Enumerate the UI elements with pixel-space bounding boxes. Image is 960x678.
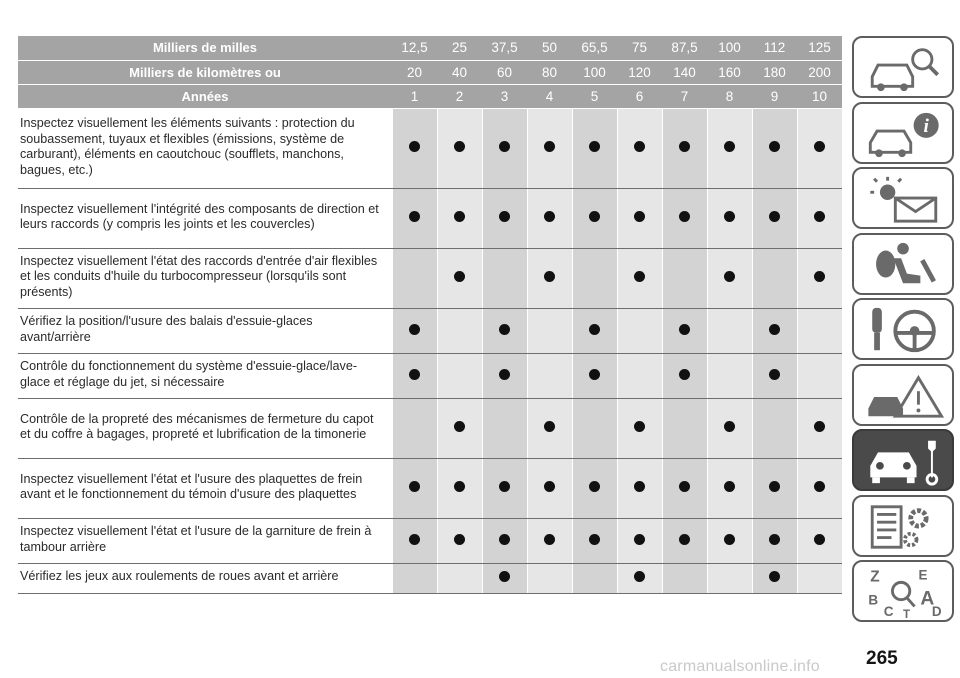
- interval-cell: [482, 398, 527, 458]
- interval-cell: [662, 458, 707, 518]
- service-required-dot-icon: [634, 271, 645, 282]
- interval-cell: [572, 518, 617, 563]
- interval-cell: [752, 188, 797, 248]
- header-km-value: 40: [437, 60, 482, 84]
- service-required-dot-icon: [409, 534, 420, 545]
- header-row-miles: [18, 36, 842, 60]
- interval-cell: [707, 353, 752, 398]
- service-required-dot-icon: [634, 421, 645, 432]
- chapter-tab[interactable]: [852, 560, 954, 622]
- service-required-dot-icon: [679, 481, 690, 492]
- service-required-dot-icon: [589, 534, 600, 545]
- task-description: Contrôle de la propreté des mécanismes de fermeture du capot et du coffre à bagages, propreté et lubrification de la timonerie: [18, 398, 392, 458]
- interval-cell: [437, 458, 482, 518]
- header-miles-value: 50: [527, 36, 572, 60]
- service-required-dot-icon: [679, 324, 690, 335]
- task-description: Inspectez visuellement l'état des raccords d'entrée d'air flexibles et les conduits d'huile du turbocompresseur (lorsqu'ils sont présents): [18, 248, 392, 308]
- table-body: [18, 108, 842, 593]
- interval-cell: [482, 248, 527, 308]
- interval-cell: [392, 458, 437, 518]
- interval-cell: [707, 518, 752, 563]
- task-description: Vérifiez la position/l'usure des balais d'essuie-glaces avant/arrière: [18, 308, 392, 353]
- service-required-dot-icon: [769, 571, 780, 582]
- interval-cell: [572, 308, 617, 353]
- task-description: Inspectez visuellement les éléments suivants : protection du soubassement, tuyaux et flexibles (émissions, système de carburant), éléments en caoutchouc (soufflets, manchons, bagues, etc.): [18, 108, 392, 188]
- interval-cell: [797, 108, 842, 188]
- service-required-dot-icon: [544, 141, 555, 152]
- service-required-dot-icon: [499, 571, 510, 582]
- header-miles-value: 25: [437, 36, 482, 60]
- interval-cell: [617, 398, 662, 458]
- interval-cell: [752, 563, 797, 593]
- header-miles-value: 65,5: [572, 36, 617, 60]
- header-miles-value: 100: [707, 36, 752, 60]
- interval-cell: [482, 188, 527, 248]
- service-required-dot-icon: [679, 141, 690, 152]
- interval-cell: [482, 518, 527, 563]
- interval-cell: [662, 518, 707, 563]
- service-required-dot-icon: [454, 271, 465, 282]
- interval-cell: [572, 458, 617, 518]
- table-row: [18, 308, 842, 353]
- interval-cell: [797, 353, 842, 398]
- service-required-dot-icon: [634, 571, 645, 582]
- service-required-dot-icon: [589, 141, 600, 152]
- interval-cell: [527, 563, 572, 593]
- header-km-value: 180: [752, 60, 797, 84]
- chapter-tab[interactable]: [852, 167, 954, 229]
- table-row: [18, 398, 842, 458]
- header-years-value: 2: [437, 84, 482, 108]
- service-required-dot-icon: [589, 211, 600, 222]
- svg-text:C: C: [883, 604, 894, 618]
- service-required-dot-icon: [634, 141, 645, 152]
- service-required-dot-icon: [814, 421, 825, 432]
- service-required-dot-icon: [679, 534, 690, 545]
- service-required-dot-icon: [814, 211, 825, 222]
- index-search-letters-icon: [860, 566, 948, 618]
- service-required-dot-icon: [634, 211, 645, 222]
- interval-cell: [482, 563, 527, 593]
- specs-list-gears-icon: [860, 501, 948, 553]
- header-km-value: 100: [572, 60, 617, 84]
- interval-cell: [392, 518, 437, 563]
- interval-cell: [662, 308, 707, 353]
- interval-cell: [392, 108, 437, 188]
- interval-cell: [707, 108, 752, 188]
- interval-cell: [572, 398, 617, 458]
- interval-cell: [437, 563, 482, 593]
- interval-cell: [527, 458, 572, 518]
- interval-cell: [617, 248, 662, 308]
- interval-cell: [662, 398, 707, 458]
- service-required-dot-icon: [814, 534, 825, 545]
- interval-cell: [797, 518, 842, 563]
- service-required-dot-icon: [499, 211, 510, 222]
- interval-cell: [392, 248, 437, 308]
- header-km-value: 20: [392, 60, 437, 84]
- service-required-dot-icon: [454, 534, 465, 545]
- header-km-value: 120: [617, 60, 662, 84]
- header-years-value: 8: [707, 84, 752, 108]
- interval-cell: [392, 353, 437, 398]
- service-required-dot-icon: [589, 324, 600, 335]
- warning-lights-envelope-icon: [860, 173, 948, 225]
- service-required-dot-icon: [499, 369, 510, 380]
- interval-cell: [752, 248, 797, 308]
- service-required-dot-icon: [634, 534, 645, 545]
- interval-cell: [527, 398, 572, 458]
- header-years-value: 3: [482, 84, 527, 108]
- interval-cell: [797, 398, 842, 458]
- interval-cell: [437, 518, 482, 563]
- service-required-dot-icon: [769, 211, 780, 222]
- service-required-dot-icon: [499, 534, 510, 545]
- header-miles-value: 37,5: [482, 36, 527, 60]
- service-required-dot-icon: [769, 534, 780, 545]
- header-years-value: 9: [752, 84, 797, 108]
- chapter-tab[interactable]: [852, 429, 954, 491]
- chapter-tab[interactable]: [852, 102, 954, 164]
- header-km-value: 200: [797, 60, 842, 84]
- service-required-dot-icon: [724, 271, 735, 282]
- header-km-value: 160: [707, 60, 752, 84]
- interval-cell: [617, 563, 662, 593]
- service-required-dot-icon: [589, 481, 600, 492]
- table-row: [18, 353, 842, 398]
- interval-cell: [527, 108, 572, 188]
- interval-cell: [572, 563, 617, 593]
- interval-cell: [752, 308, 797, 353]
- task-description: Inspectez visuellement l'état et l'usure de la garniture de frein à tambour arrière: [18, 518, 392, 563]
- interval-cell: [662, 188, 707, 248]
- interval-cell: [572, 248, 617, 308]
- interval-cell: [707, 188, 752, 248]
- service-required-dot-icon: [454, 421, 465, 432]
- service-required-dot-icon: [589, 369, 600, 380]
- header-row-years: [18, 84, 842, 108]
- interval-cell: [752, 353, 797, 398]
- interval-cell: [662, 108, 707, 188]
- interval-cell: [797, 563, 842, 593]
- interval-cell: [527, 308, 572, 353]
- interval-cell: [797, 248, 842, 308]
- interval-cell: [437, 353, 482, 398]
- header-years-value: 10: [797, 84, 842, 108]
- service-required-dot-icon: [499, 481, 510, 492]
- header-km-value: 80: [527, 60, 572, 84]
- header-km-value: 140: [662, 60, 707, 84]
- car-wrench-icon: [860, 435, 948, 487]
- interval-cell: [572, 353, 617, 398]
- service-required-dot-icon: [814, 271, 825, 282]
- service-required-dot-icon: [409, 481, 420, 492]
- service-required-dot-icon: [724, 141, 735, 152]
- svg-text:i: i: [923, 115, 929, 137]
- interval-cell: [482, 353, 527, 398]
- interval-cell: [482, 308, 527, 353]
- miles-label: Milliers de milles: [18, 36, 392, 60]
- car-info-icon: [860, 108, 948, 160]
- service-required-dot-icon: [724, 421, 735, 432]
- chapter-tab[interactable]: [852, 298, 954, 360]
- header-row-km: [18, 60, 842, 84]
- interval-cell: [392, 398, 437, 458]
- interval-cell: [752, 398, 797, 458]
- svg-text:Z: Z: [870, 568, 880, 586]
- table-row: [18, 108, 842, 188]
- task-description: Inspectez visuellement l'état et l'usure des plaquettes de frein avant et le fonctionnement du témoin d'usure des plaquettes: [18, 458, 392, 518]
- service-required-dot-icon: [499, 324, 510, 335]
- airbag-passenger-icon: [860, 239, 948, 291]
- maintenance-schedule-table: [18, 36, 842, 594]
- service-required-dot-icon: [454, 141, 465, 152]
- interval-cell: [437, 308, 482, 353]
- service-required-dot-icon: [724, 211, 735, 222]
- header-miles-value: 125: [797, 36, 842, 60]
- service-required-dot-icon: [454, 211, 465, 222]
- service-required-dot-icon: [724, 534, 735, 545]
- interval-cell: [752, 518, 797, 563]
- header-years-value: 1: [392, 84, 437, 108]
- svg-text:A: A: [920, 588, 935, 610]
- interval-cell: [572, 108, 617, 188]
- interval-cell: [437, 398, 482, 458]
- interval-cell: [572, 188, 617, 248]
- interval-cell: [482, 108, 527, 188]
- interval-cell: [617, 458, 662, 518]
- header-km-value: 60: [482, 60, 527, 84]
- task-description: Vérifiez les jeux aux roulements de roues avant et arrière: [18, 563, 392, 593]
- interval-cell: [392, 563, 437, 593]
- header-miles-value: 75: [617, 36, 662, 60]
- interval-cell: [707, 458, 752, 518]
- interval-cell: [707, 563, 752, 593]
- table-row: [18, 563, 842, 593]
- svg-text:D: D: [931, 604, 942, 618]
- interval-cell: [797, 308, 842, 353]
- header-miles-value: 87,5: [662, 36, 707, 60]
- interval-cell: [707, 308, 752, 353]
- car-search-icon: [860, 42, 948, 94]
- interval-cell: [662, 563, 707, 593]
- footer-watermark: carmanualsonline.info: [660, 658, 820, 675]
- table-row: [18, 188, 842, 248]
- service-required-dot-icon: [769, 369, 780, 380]
- service-required-dot-icon: [499, 141, 510, 152]
- chapter-tab[interactable]: [852, 233, 954, 295]
- interval-cell: [617, 353, 662, 398]
- service-required-dot-icon: [814, 141, 825, 152]
- table-row: [18, 248, 842, 308]
- interval-cell: [707, 248, 752, 308]
- service-required-dot-icon: [409, 141, 420, 152]
- service-required-dot-icon: [679, 211, 690, 222]
- service-required-dot-icon: [409, 324, 420, 335]
- svg-text:B: B: [868, 592, 879, 608]
- service-required-dot-icon: [544, 534, 555, 545]
- service-required-dot-icon: [409, 369, 420, 380]
- header-miles-value: 12,5: [392, 36, 437, 60]
- service-required-dot-icon: [814, 481, 825, 492]
- interval-cell: [527, 353, 572, 398]
- interval-cell: [437, 248, 482, 308]
- service-required-dot-icon: [679, 369, 690, 380]
- interval-cell: [662, 353, 707, 398]
- key-steering-wheel-icon: [860, 304, 948, 356]
- km-label: Milliers de kilomètres ou: [18, 60, 392, 84]
- interval-cell: [617, 518, 662, 563]
- service-required-dot-icon: [544, 271, 555, 282]
- service-required-dot-icon: [544, 481, 555, 492]
- interval-cell: [392, 188, 437, 248]
- interval-cell: [752, 108, 797, 188]
- service-required-dot-icon: [454, 481, 465, 492]
- header-years-value: 6: [617, 84, 662, 108]
- interval-cell: [392, 308, 437, 353]
- table-row: [18, 518, 842, 563]
- interval-cell: [617, 308, 662, 353]
- interval-cell: [482, 458, 527, 518]
- interval-cell: [527, 248, 572, 308]
- interval-cell: [797, 458, 842, 518]
- interval-cell: [527, 188, 572, 248]
- service-required-dot-icon: [544, 211, 555, 222]
- service-required-dot-icon: [724, 481, 735, 492]
- interval-cell: [752, 458, 797, 518]
- service-required-dot-icon: [769, 481, 780, 492]
- service-required-dot-icon: [634, 481, 645, 492]
- interval-cell: [797, 188, 842, 248]
- interval-cell: [617, 188, 662, 248]
- service-required-dot-icon: [544, 421, 555, 432]
- header-years-value: 5: [572, 84, 617, 108]
- car-accident-warning-icon: [860, 370, 948, 422]
- task-description: Contrôle du fonctionnement du système d'essuie-glace/lave-glace et réglage du jet, si nécessaire: [18, 353, 392, 398]
- interval-cell: [437, 188, 482, 248]
- chapter-tab[interactable]: [852, 495, 954, 557]
- svg-text:E: E: [918, 567, 928, 583]
- chapter-tab[interactable]: [852, 364, 954, 426]
- interval-cell: [707, 398, 752, 458]
- svg-text:T: T: [903, 609, 911, 618]
- service-required-dot-icon: [769, 141, 780, 152]
- service-required-dot-icon: [769, 324, 780, 335]
- interval-cell: [617, 108, 662, 188]
- page-number: 265: [866, 648, 898, 669]
- interval-cell: [662, 248, 707, 308]
- header-years-value: 4: [527, 84, 572, 108]
- task-description: Inspectez visuellement l'intégrité des composants de direction et leurs raccords (y compris les joints et les couvercles): [18, 188, 392, 248]
- years-label: Années: [18, 84, 392, 108]
- interval-cell: [437, 108, 482, 188]
- interval-cell: [527, 518, 572, 563]
- service-required-dot-icon: [409, 211, 420, 222]
- header-years-value: 7: [662, 84, 707, 108]
- table-row: [18, 458, 842, 518]
- header-miles-value: 112: [752, 36, 797, 60]
- chapter-tab[interactable]: [852, 36, 954, 98]
